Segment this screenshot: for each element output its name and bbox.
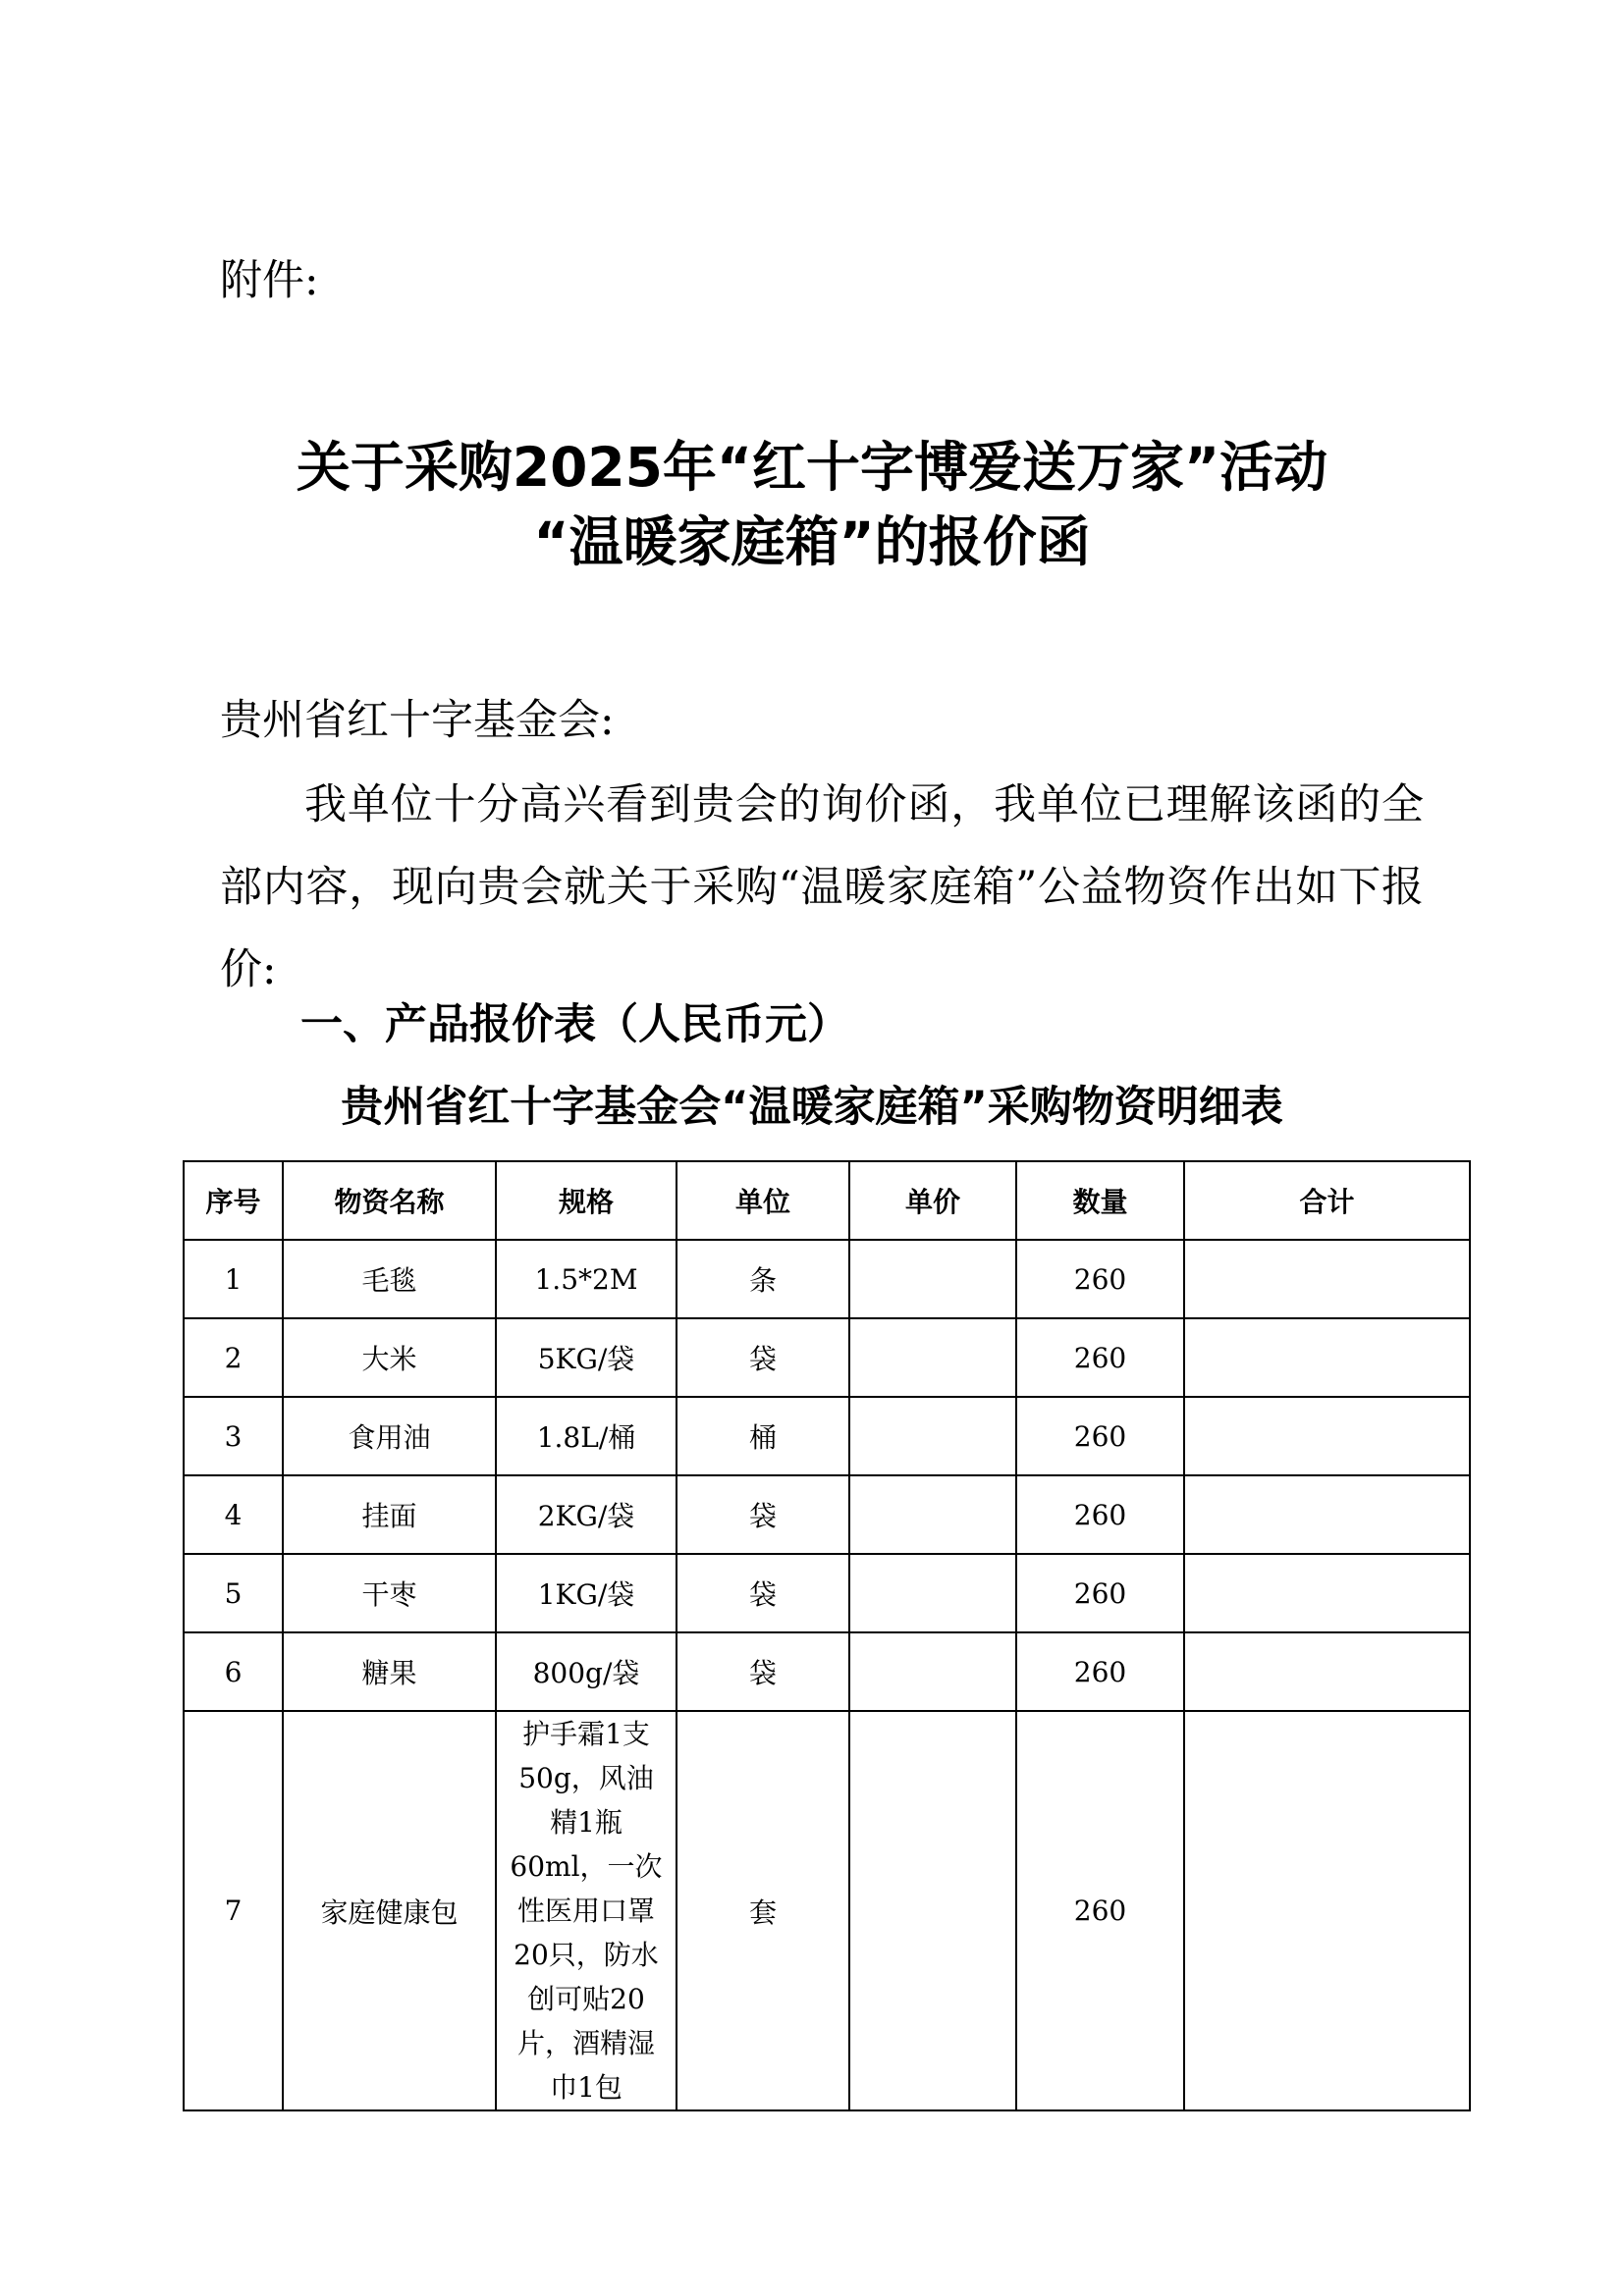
cell-spec: 1.8L/桶 <box>496 1397 677 1475</box>
cell-name: 挂面 <box>283 1475 496 1554</box>
cell-unit: 袋 <box>677 1318 849 1397</box>
attachment-label: 附件: <box>220 256 319 305</box>
cell-price <box>849 1632 1016 1711</box>
cell-price <box>849 1397 1016 1475</box>
cell-no: 4 <box>184 1475 283 1554</box>
header-no: 序号 <box>184 1161 283 1240</box>
cell-no: 1 <box>184 1240 283 1318</box>
cell-price <box>849 1554 1016 1632</box>
cell-total <box>1184 1397 1470 1475</box>
cell-qty: 260 <box>1016 1397 1184 1475</box>
cell-name: 糖果 <box>283 1632 496 1711</box>
cell-spec: 5KG/袋 <box>496 1318 677 1397</box>
cell-name: 干枣 <box>283 1554 496 1632</box>
cell-unit: 袋 <box>677 1554 849 1632</box>
table-row <box>184 1632 1470 1711</box>
table-title: 贵州省红十字基金会“温暖家庭箱”采购物资明细表 <box>341 1083 1283 1132</box>
cell-price <box>849 1475 1016 1554</box>
cell-spec: 2KG/袋 <box>496 1475 677 1554</box>
table-row <box>184 1318 1470 1397</box>
cell-qty: 260 <box>1016 1318 1184 1397</box>
cell-qty: 260 <box>1016 1632 1184 1711</box>
cell-no: 5 <box>184 1554 283 1632</box>
cell-unit: 条 <box>677 1240 849 1318</box>
cell-no: 3 <box>184 1397 283 1475</box>
table-row <box>184 1475 1470 1554</box>
addressee: 贵州省红十字基金会: <box>220 696 615 745</box>
header-qty: 数量 <box>1016 1161 1184 1240</box>
header-total: 合计 <box>1184 1161 1470 1240</box>
table-header-row <box>184 1161 1470 1240</box>
cell-total <box>1184 1240 1470 1318</box>
cell-unit: 桶 <box>677 1397 849 1475</box>
header-spec: 规格 <box>496 1161 677 1240</box>
header-unit: 单位 <box>677 1161 849 1240</box>
cell-total <box>1184 1632 1470 1711</box>
cell-name: 食用油 <box>283 1397 496 1475</box>
cell-price <box>849 1711 1016 2110</box>
cell-name: 毛毯 <box>283 1240 496 1318</box>
title-line-1: 关于采购2025年“红十字博爱送万家”活动 <box>296 436 1328 499</box>
cell-spec: 护手霜1支50g，风油精1瓶60ml，一次性医用口罩20只，防水创可贴20片，酒精湿巾1包 <box>496 1711 677 2110</box>
cell-unit: 袋 <box>677 1475 849 1554</box>
header-price: 单价 <box>849 1161 1016 1240</box>
cell-total <box>1184 1711 1470 2110</box>
cell-total <box>1184 1554 1470 1632</box>
cell-spec: 1.5*2M <box>496 1240 677 1318</box>
cell-qty: 260 <box>1016 1554 1184 1632</box>
document-title <box>0 430 1624 579</box>
title-line-2: “温暖家庭箱”的报价函 <box>533 510 1091 573</box>
cell-no: 7 <box>184 1711 283 2110</box>
cell-no: 6 <box>184 1632 283 1711</box>
cell-unit: 袋 <box>677 1632 849 1711</box>
table-row <box>184 1554 1470 1632</box>
body-paragraph: 我单位十分高兴看到贵会的询价函，我单位已理解该函的全部内容，现向贵会就关于采购“温暖家庭箱”公益物资作出如下报价: <box>220 780 1424 994</box>
cell-price <box>849 1240 1016 1318</box>
table-row <box>184 1711 1470 2110</box>
cell-qty: 260 <box>1016 1475 1184 1554</box>
table-row <box>184 1397 1470 1475</box>
cell-no: 2 <box>184 1318 283 1397</box>
cell-name: 大米 <box>283 1318 496 1397</box>
cell-price <box>849 1318 1016 1397</box>
cell-total <box>1184 1318 1470 1397</box>
cell-unit: 套 <box>677 1711 849 2110</box>
cell-spec: 1KG/袋 <box>496 1554 677 1632</box>
cell-name: 家庭健康包 <box>283 1711 496 2110</box>
header-name: 物资名称 <box>283 1161 496 1240</box>
cell-total <box>1184 1475 1470 1554</box>
procurement-table <box>183 1160 1471 2111</box>
cell-qty: 260 <box>1016 1240 1184 1318</box>
cell-qty: 260 <box>1016 1711 1184 2110</box>
section-heading: 一、产品报价表（人民币元） <box>300 1000 849 1049</box>
table-row <box>184 1240 1470 1318</box>
cell-spec: 800g/袋 <box>496 1632 677 1711</box>
